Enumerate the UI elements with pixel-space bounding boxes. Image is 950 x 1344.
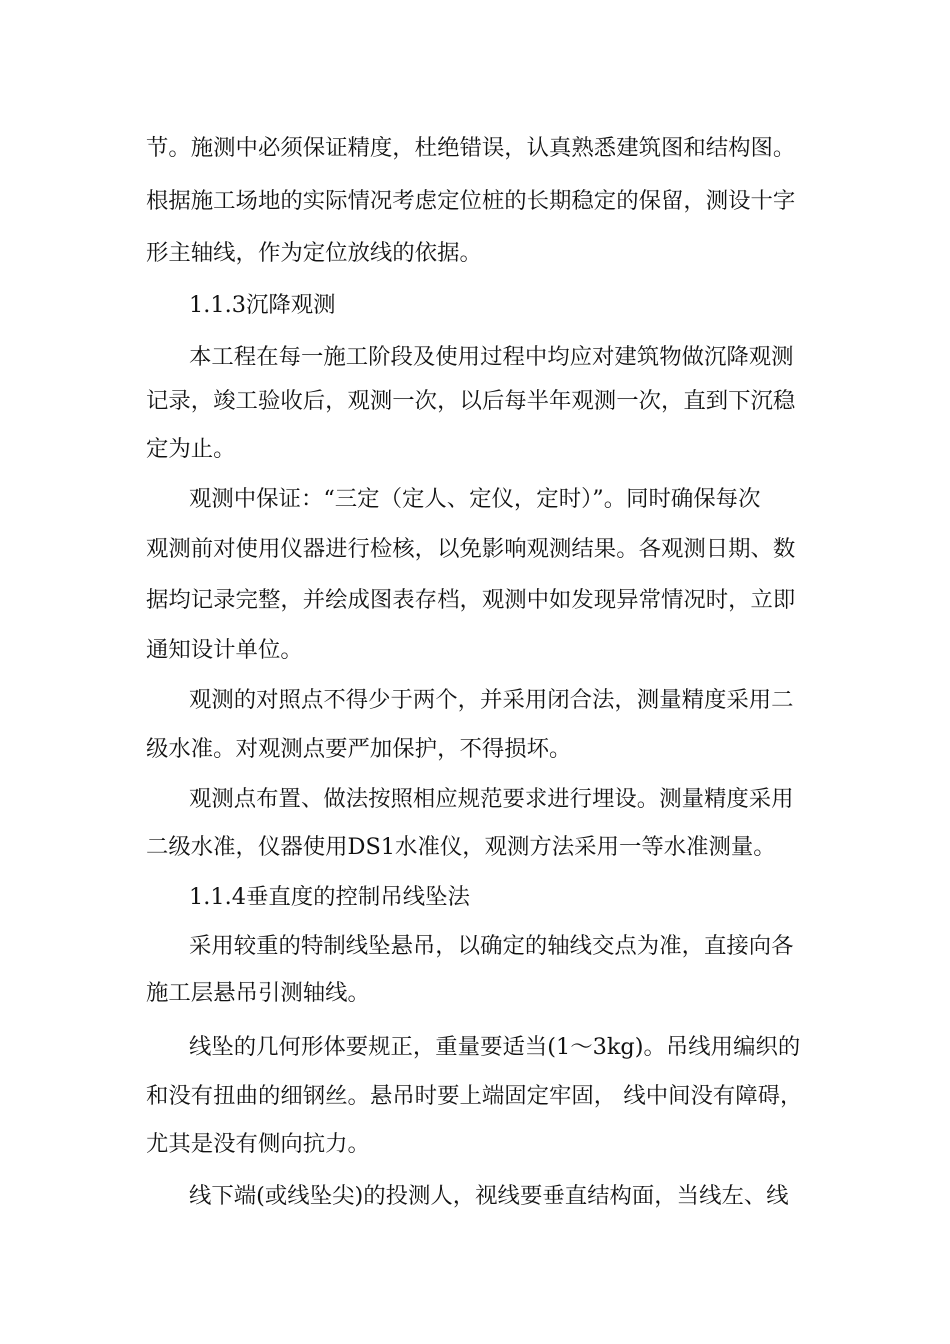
text-line: 本工程在每一施工阶段及使用过程中均应对建筑物做沉降观测 [189, 344, 794, 370]
text-line: 定为止。 [146, 436, 236, 462]
text-line: 观测中保证：“三定（定人、定仪，定时）”。同时确保每次 [189, 486, 761, 512]
text-line: 和没有扭曲的细钢丝。悬吊时要上端固定牢固， 线中间没有障碍， [146, 1083, 803, 1109]
text-line: 观测前对使用仪器进行检核，以免影响观测结果。各观测日期、数 [146, 536, 796, 562]
text-line: 据均记录完整，并绘成图表存档，观测中如发现异常情况时，立即 [146, 587, 796, 613]
text-line: 级水准。对观测点要严加保护，不得损坏。 [146, 736, 572, 762]
text-line: 观测点布置、做法按照相应规范要求进行埋设。测量精度采用 [189, 786, 794, 812]
text-line: 采用较重的特制线坠悬吊，以确定的轴线交点为准，直接向各 [189, 933, 794, 959]
text-line: 观测的对照点不得少于两个，并采用闭合法，测量精度采用二 [189, 687, 794, 713]
section-heading: 1.1.3沉降观测 [189, 292, 336, 318]
text-line: 通知设计单位。 [146, 637, 303, 663]
text-line: 节。施测中必须保证精度，杜绝错误，认真熟悉建筑图和结构图。 [146, 135, 796, 161]
text-line: 二级水准，仪器使用DS1水准仪，观测方法采用一等水准测量。 [146, 834, 776, 860]
text-line: 记录，竣工验收后，观测一次，以后每半年观测一次，直到下沉稳 [146, 388, 796, 414]
text-line: 线坠的几何形体要规正，重量要适当(1～3kg)。吊线用编织的 [189, 1034, 801, 1060]
text-line: 施工层悬吊引测轴线。 [146, 980, 370, 1006]
text-line: 线下端(或线坠尖)的投测人，视线要垂直结构面，当线左、线 [189, 1183, 789, 1209]
text-line: 形主轴线，作为定位放线的依据。 [146, 240, 482, 266]
text-line: 尤其是没有侧向抗力。 [146, 1131, 370, 1157]
section-heading: 1.1.4垂直度的控制吊线坠法 [189, 884, 470, 910]
text-line: 根据施工场地的实际情况考虑定位桩的长期稳定的保留，测设十字 [146, 188, 796, 214]
